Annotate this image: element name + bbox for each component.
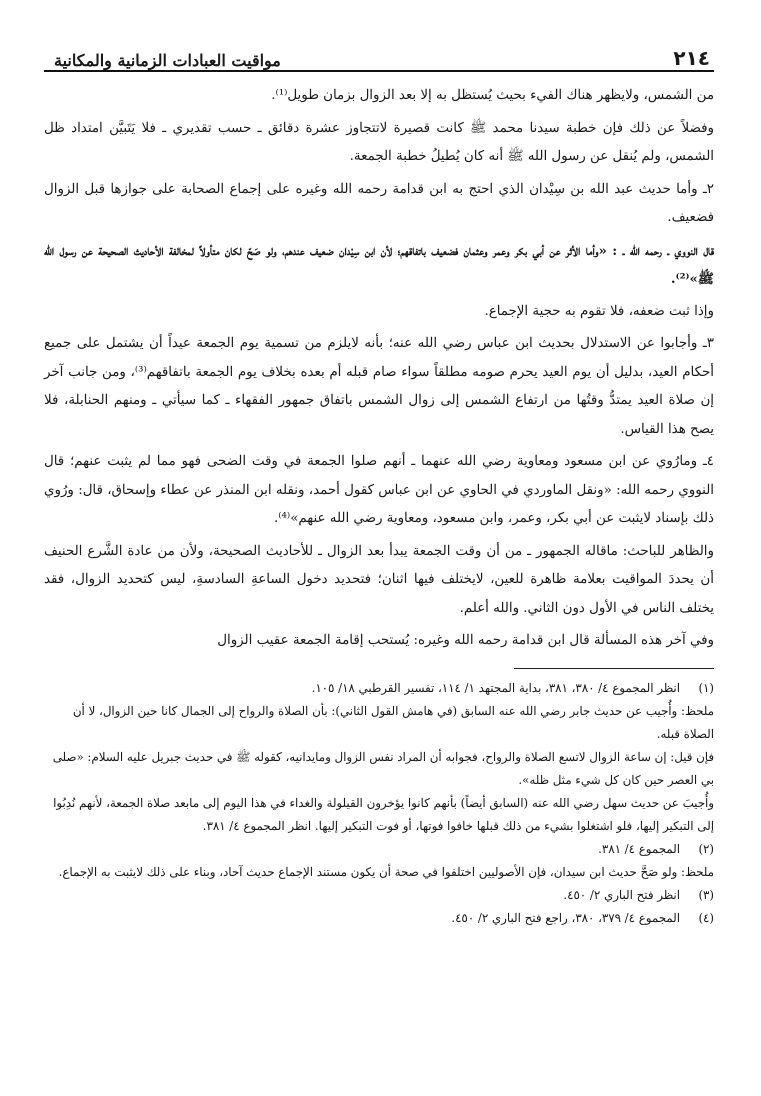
quotation-paragraph: قال النووي ـ رحمه الله ـ : «وأما الأثر عن أبي بكر وعمر وعثمان فضعيف باتفاقهم؛ لأن ابن سِيْدان ضعيف عندهم، ولو صَحّ لكان متأولاً لمخالفة الأحاديث الصحيحة عن رسول الله ﷺ»⁽²⁾.	[44, 242, 714, 287]
page-number: ٢١٤	[673, 46, 710, 70]
footnote-2	[44, 838, 714, 861]
footnote-remark: فإن قيل: إن ساعة الزوال لاتسع الصلاة والرواح، فجوابه أن المراد نفس الزوال ومايدانيه، كقوله ﷺ في حديث جبريل عليه السلام: «صلى بي العصر حين كان كل شيء مثل ظله».	[52, 749, 714, 787]
running-title: مواقيت العبادات الزمانية والمكانية	[54, 51, 281, 70]
paragraph: من الشمس، ولايظهر هناك الفيء بحيث يُستظل به إلا بعد الزوال بزمان طويل⁽¹⁾.	[271, 88, 714, 103]
footnote-3	[44, 884, 714, 907]
footnote-text: المجموع ٤/ ٣٧٩، ٣٨٠، راجع فتح الباري ٢/ ٤٥٠.	[451, 910, 680, 925]
footnote-number: (٣)	[698, 887, 714, 902]
footnote-1	[44, 677, 714, 700]
footnote-remark: ملحظ: وأُجيب عن حديث جابر رضي الله عنه السابق (في هامش القول الثاني): بأن الصلاة والرواح إلى الجمال كانا حين الزوال، لا أن الصلاة قبله.	[72, 703, 714, 741]
footnote-remark: ملحظ: ولو صَحَّ حديث ابن سيدان، فإن الأصوليين اختلفوا في صحة أن يكون مستند الإجماع حديث آحاد، وبناء على ذلك لايثبت به الإجماع.	[58, 864, 714, 879]
footnote-number: (٢)	[698, 841, 714, 856]
page-header	[44, 34, 714, 72]
footnote-number: (٤)	[698, 910, 714, 925]
footnote-text: انظر المجموع ٤/ ٣٨٠، ٣٨١، بداية المجتهد ١/ ١١٤، تفسير القرطبي ١٨/ ١٠٥.	[311, 680, 680, 695]
footnote-number: (١)	[698, 680, 714, 695]
footnote-text: المجموع ٤/ ٣٨١.	[598, 841, 680, 856]
paragraph: ٤ـ ومارُوي عن ابن مسعود ومعاوية رضي الله عنهما ـ أنهم صلوا الجمعة في وقت الضحى فهو مما لم يثبت عنهم؛ قال النووي رحمه الله: «ونقل الماوردي في الحاوي عن ابن عباس كقول أحمد، ونقله ابن المنذر عن عطاء وإسحاق، قال: ورُوي ذلك بإسناد لايثبت عن أبي بكر، وعمر، وابن مسعود، ومعاوية رضي الله عنهم»⁽⁴⁾.	[44, 454, 714, 526]
paragraph: والظاهر للباحث: ماقاله الجمهور ـ من أن وقت الجمعة يبدأ بعد الزوال ـ للأحاديث الصحيحة، ولأن من عادة الشَّرع الحنيف أن يحددَ المواقيت بعلامة ظاهرة للعين، لايختلف فيها اثنان؛ فتحديد دخول الساعةِ السادسةِ، ليس كتحديد الزوال، فقد يختلف الناس في الأول دون الثاني. والله أعلم.	[44, 543, 714, 616]
paragraph: وإذا ثبت ضعفه، فلا تقوم به حجية الإجماع.	[484, 303, 714, 319]
book-page	[44, 34, 714, 1074]
footnote-remark: وأُجيبَ عن حديث سهل رضي الله عنه (السابق أيضاً) بأنهم كانوا يؤخرون القيلولة والغداء في هذا اليوم إلى مابعد صلاة الجمعة، لأنهم نُدِبُوا إلى التبكير إليها، فلو اشتغلوا بشيء من ذلك قبلها خافوا فوتها، أو فوت التبكير إليها. انظر المجموع ٤/ ٣٨١.	[53, 795, 714, 833]
footnote-4	[44, 907, 714, 930]
footnote-separator	[514, 668, 714, 669]
main-text	[44, 82, 714, 656]
paragraph: وفضلاً عن ذلك فإن خطبة سيدنا محمد ﷺ كانت قصيرة لاتتجاوز عشرة دقائق ـ حسب تقديري ـ فلا يَتَبيَّن امتداد ظل الشمس، ولم يُنقل عن رسول الله ﷺ أنه كان يُطيلُ خطبة الجمعة.	[44, 120, 714, 164]
footnote-text: انظر فتح الباري ٢/ ٤٥٠.	[563, 887, 680, 902]
footnotes	[44, 677, 714, 930]
paragraph: ٢ـ وأما حديث عبد الله بن سِيْدان الذي احتج به ابن قدامة رحمه الله وغيره على إجماع الصحابة على جوازها قبل الزوال فضعيف.	[44, 181, 714, 225]
paragraph: وفي آخر هذه المسألة قال ابن قدامة رحمه الله وغيره: يُستحب إقامة الجمعة عقيب الزوال	[217, 633, 714, 648]
paragraph: ٣ـ وأجابوا عن الاستدلال بحديث ابن عباس رضي الله عنه؛ بأنه لايلزم من تسمية يوم الجمعة عيداً أن يشتمل على جميع أحكام العيد، بدليل أن يوم العيد يحرم صومه مطلقاً سواء صام قبله أم بعده بخلاف يوم الجمعة باتفاقهم⁽³⁾، ومن جانب آخر إن صلاة العيد يمتدُّ وقتُها من ارتفاع الشمس إلى زوال الشمس باتفاق جمهور الفقهاء ـ كما سيأتي ـ ومنهم الحنابلة، فلا يصح هذا القياس.	[44, 336, 714, 437]
